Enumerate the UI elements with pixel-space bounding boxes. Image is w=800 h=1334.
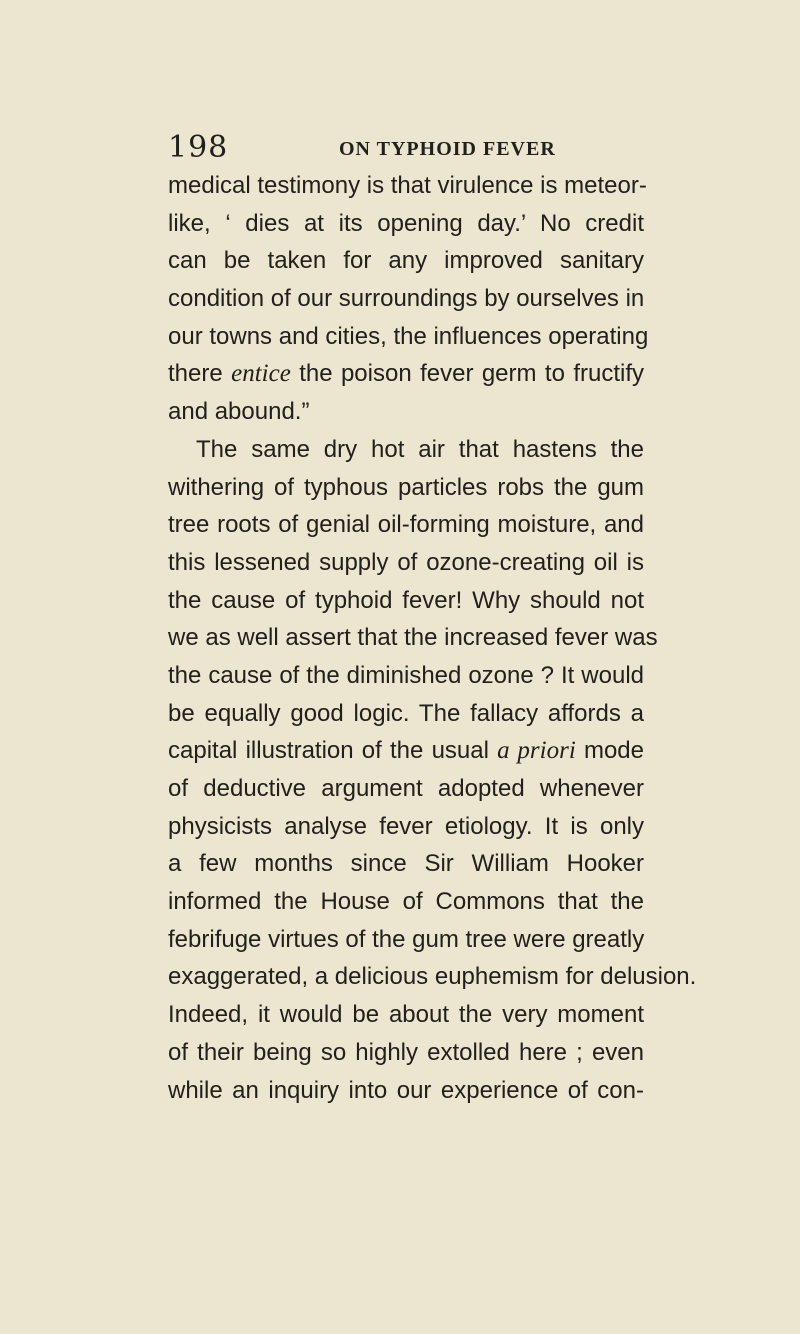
page-header (168, 128, 643, 168)
text-line: there entice the poison fever germ to fructify (168, 360, 644, 388)
text-line: tree roots of genial oil-forming moisture, and (168, 511, 644, 539)
text-line: medical testimony is that virulence is meteor- (168, 172, 647, 199)
text-line: be equally good logic. The fallacy affords a (168, 699, 644, 727)
text-line: informed the House of Commons that the (168, 888, 644, 916)
text-line: capital illustration of the usual a priori mode (168, 737, 644, 765)
text-line: of their being so highly extolled here ; even (168, 1038, 644, 1066)
text-line: a few months since Sir William Hooker (168, 850, 644, 878)
text-line: Indeed, it would be about the very moment (168, 1001, 644, 1029)
text-line: while an inquiry into our experience of con- (168, 1076, 644, 1104)
text-line: can be taken for any improved sanitary (168, 247, 644, 275)
text-line: the cause of the diminished ozone ? It would (168, 661, 644, 689)
text-line: the cause of typhoid fever! Why should not (168, 586, 644, 614)
text-line: our towns and cities, the influences operating (168, 322, 649, 350)
text-line: condition of our surroundings by ourselves in (168, 285, 645, 313)
text-line: exaggerated, a delicious euphemism for delusion. (168, 963, 697, 991)
body-text (168, 167, 697, 1109)
text-line: withering of typhous particles robs the gum (168, 473, 644, 501)
text-line: febrifuge virtues of the gum tree were greatly (168, 925, 645, 953)
italic-text: entice (231, 360, 291, 388)
text-line: we as well assert that the increased fever was (168, 624, 658, 652)
running-head: ON TYPHOID FEVER (339, 138, 556, 160)
text-line: this lessened supply of ozone-creating oil is (168, 548, 644, 576)
paragraph-start-line: The same dry hot air that hastens the (196, 435, 644, 463)
text-line: and abound.” (168, 398, 310, 426)
text-line: like, ‘ dies at its opening day.’ No credit (168, 209, 644, 237)
page-number: 198 (168, 130, 229, 165)
text-line: physicists analyse fever etiology. It is only (168, 812, 644, 840)
italic-text: a priori (497, 737, 576, 765)
text-line: of deductive argument adopted whenever (168, 775, 644, 802)
